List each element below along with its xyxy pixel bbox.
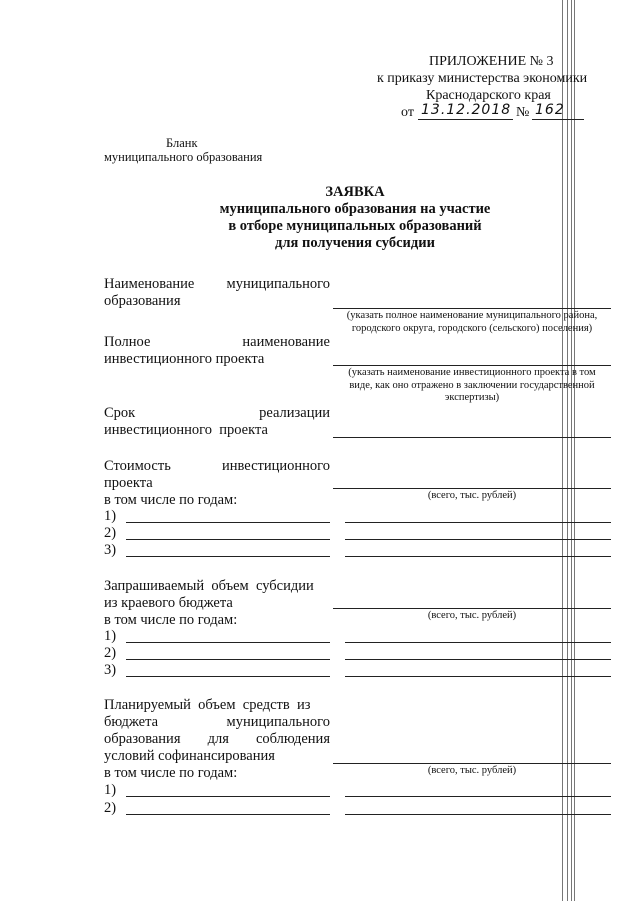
by-years-label: в том числе по годам: (104, 765, 238, 781)
label-word: образования (104, 731, 181, 747)
label-word: Срок (104, 405, 136, 421)
label-line: Планируемый объем средств из (104, 697, 311, 713)
cofinance-total-input-line[interactable] (333, 763, 611, 764)
cofinance-year-1-label: 1) (104, 782, 117, 798)
cofinance-label (104, 697, 330, 782)
hint-line: (указать наименование инвестиционного проекта в том (348, 367, 596, 378)
subsidy-year-3-label: 3) (104, 662, 117, 678)
cost-year-2-value[interactable] (345, 539, 611, 540)
label-line: условий софинансирования (104, 748, 275, 764)
subsidy-year-1-value[interactable] (345, 642, 611, 643)
title-line: ЗАЯВКА (325, 184, 385, 200)
mo-name-hint (333, 310, 611, 335)
subsidy-total-input-line[interactable] (333, 608, 611, 609)
label-line: Запрашиваемый объем субсидии (104, 578, 314, 594)
term-label (104, 405, 330, 439)
document-title (180, 184, 530, 252)
label-word: Стоимость (104, 458, 171, 474)
cost-total-hint: (всего, тыс. рублей) (427, 490, 517, 501)
region-line: Краснодарского края (426, 88, 551, 103)
label-word: Наименование (104, 276, 195, 292)
title-line: муниципального образования на участие (219, 201, 491, 217)
subsidy-year-3-value[interactable] (345, 676, 611, 677)
cofinance-year-2-input[interactable] (126, 814, 330, 815)
cost-total-input-line[interactable] (333, 488, 611, 489)
label-line: проекта (104, 475, 153, 491)
project-name-hint (333, 367, 611, 405)
cofinance-total-hint: (всего, тыс. рублей) (427, 765, 517, 776)
label-word: муниципального (226, 714, 330, 730)
subsidy-year-1-input[interactable] (126, 642, 330, 643)
cost-year-2-label: 2) (104, 525, 117, 541)
order-date: 13.12.2018 (421, 102, 512, 118)
cost-year-3-input[interactable] (126, 556, 330, 557)
mo-name-label (104, 276, 330, 310)
project-name-input-line[interactable] (333, 365, 611, 366)
hint-line: (указать полное наименование муниципального района, (346, 310, 598, 321)
label-line: из краевого бюджета (104, 595, 233, 611)
label-word: реализации (259, 405, 330, 421)
date-underline (418, 119, 513, 120)
cost-year-3-value[interactable] (345, 556, 611, 557)
subsidy-year-1-label: 1) (104, 628, 117, 644)
label-word: бюджета (104, 714, 159, 730)
label-line: инвестиционного проекта (104, 422, 268, 438)
order-number: 162 (535, 102, 565, 118)
label-word: наименование (242, 334, 330, 350)
hint-line: городского округа, городского (сельского) поселения) (351, 322, 593, 334)
number-underline (532, 119, 584, 120)
term-input-line[interactable] (333, 437, 611, 438)
blank-sublabel: муниципального образования (104, 150, 263, 164)
annex-title: ПРИЛОЖЕНИЕ № 3 (429, 54, 554, 69)
cost-year-1-value[interactable] (345, 522, 611, 523)
cost-year-1-input[interactable] (126, 522, 330, 523)
order-line: к приказу министерства экономики (377, 71, 588, 86)
label-word: муниципального (226, 276, 330, 292)
by-years-label: в том числе по годам: (104, 492, 238, 508)
subsidy-year-2-value[interactable] (345, 659, 611, 660)
cofinance-year-1-value[interactable] (345, 796, 611, 797)
label-word: соблюдения (255, 731, 330, 747)
subsidy-label (104, 578, 330, 629)
subsidy-total-hint: (всего, тыс. рублей) (427, 610, 517, 621)
cofinance-year-1-input[interactable] (126, 796, 330, 797)
subsidy-year-2-input[interactable] (126, 659, 330, 660)
cost-year-3-label: 3) (104, 542, 117, 558)
date-label: от (401, 105, 414, 120)
cost-year-1-label: 1) (104, 508, 117, 524)
cofinance-year-2-label: 2) (104, 800, 117, 816)
hint-line: виде, как оно отражено в заключении государственной (349, 379, 595, 391)
label-line: образования (104, 293, 181, 309)
cost-year-2-input[interactable] (126, 539, 330, 540)
label-word: инвестиционного (222, 458, 330, 474)
number-label: № (516, 105, 530, 120)
cofinance-year-2-value[interactable] (345, 814, 611, 815)
label-word: для (207, 731, 229, 747)
subsidy-year-2-label: 2) (104, 645, 117, 661)
project-name-label (104, 334, 330, 368)
title-line: в отборе муниципальных образований (228, 218, 482, 234)
title-line: для получения субсидии (275, 235, 435, 251)
mo-name-input-line[interactable] (333, 308, 611, 309)
label-line: инвестиционного проекта (104, 351, 265, 367)
blank-label: Бланк (166, 136, 198, 150)
by-years-label: в том числе по годам: (104, 612, 238, 628)
hint-line: экспертизы) (444, 392, 500, 403)
cost-label (104, 458, 330, 509)
label-word: Полное (104, 334, 151, 350)
subsidy-year-3-input[interactable] (126, 676, 330, 677)
